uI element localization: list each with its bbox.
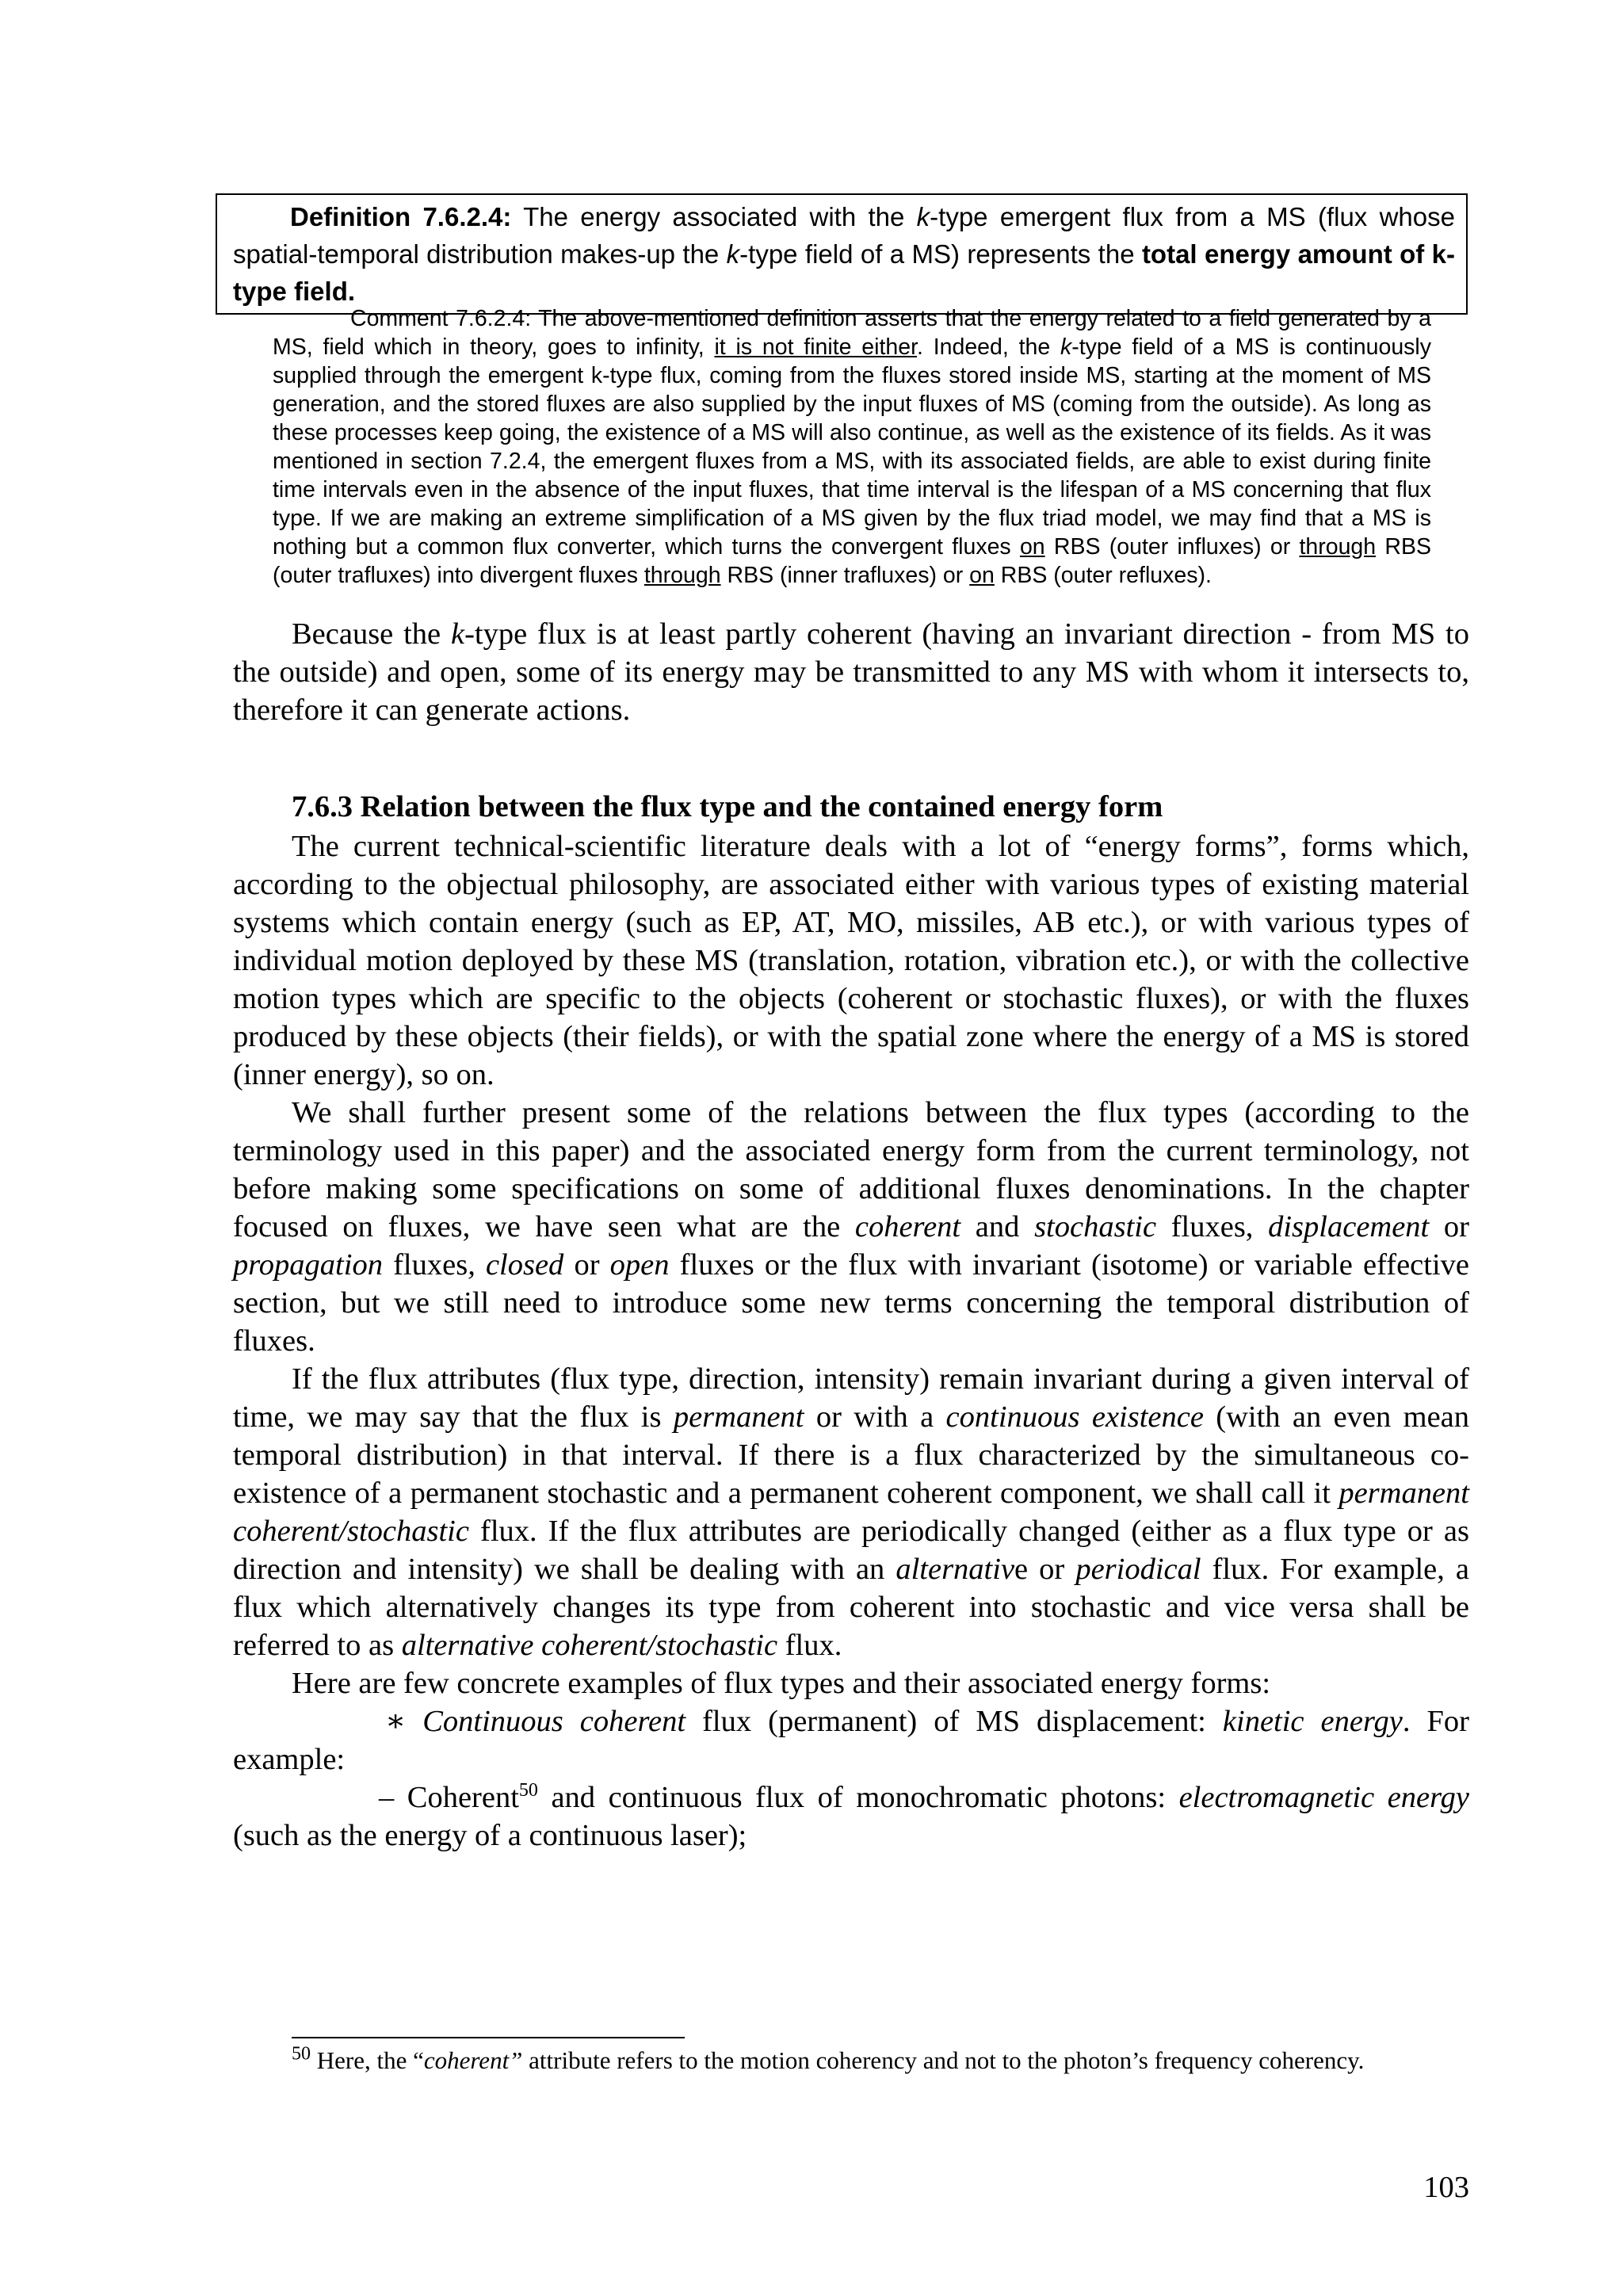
footnote-text: Here, the “ [311,2046,424,2074]
para-text: or [563,1248,610,1282]
para-italic: stochastic [1034,1210,1157,1244]
page-number: 103 [1423,2171,1469,2204]
para-italic: continuous existence [945,1400,1204,1434]
para-italic: permanent coherent/stochastic [233,1477,1469,1548]
para-italic: kinetic energy [1222,1705,1403,1738]
footnote-ref[interactable]: 50 [518,1780,538,1801]
para-text: fluxes [382,1248,468,1282]
para-text: (with an even mean temporal distribution) in that interval. If there is a flux characterized by the simultaneous co-existence of a permanent stochastic and a permanent coherent component, we shall call it [233,1400,1470,1510]
para-text: . For example: [233,1705,1469,1776]
footnote [233,2045,1469,2076]
para-italic: , closed [468,1248,564,1282]
paragraph-3 [233,1360,1469,1664]
definition-bold-end: total energy amount of k-type field. [233,239,1456,306]
para-italic: propagation [233,1248,383,1282]
comment-text: RBS (outer trafluxes) into divergent fluxes [273,534,1432,588]
definition-text: -type emergent flux from a MS (flux whose spatial-temporal distribution makes-up the [233,202,1455,269]
para-italic: displacement [1268,1210,1430,1244]
comment-text: RBS (outer influxes) or [1044,534,1300,560]
para-text: fluxes or the flux with invariant (isotome) or variable effective section, but we still need to introduce some new terms concerning the temporal distribution of fluxes. [233,1248,1469,1358]
para-text: We shall further present some of the relations between the flux types (according to the terminology used in this paper) and the associated energy form from the current terminology, not before making some specifications on some of additional fluxes denominations. In the chapter focused on fluxes, we have seen what are the [233,1096,1469,1244]
para-text: or with a [804,1400,946,1434]
definition-box [216,193,1468,315]
footnote-italic: coherent” [423,2046,523,2074]
comment-underlined: through [643,563,721,588]
comment-text: . Indeed, the [917,334,1060,360]
dash-marker: – [379,1781,395,1814]
para-text: Coherent [394,1781,519,1814]
para-text: Because the [292,617,451,651]
comment-underlined: on [969,563,995,588]
comment-underlined: through [1299,534,1377,560]
para-k: k [450,617,465,651]
para-italic: electromagnetic energy [1178,1781,1470,1814]
para-text: flux. If the flux attributes are periodically changed (either as a flux type or as direction and intensity) we shall be dealing with an [233,1515,1469,1586]
footnote-number: 50 [292,2043,311,2065]
para-text: flux. [777,1629,842,1662]
para-text: (such as the energy of a continuous laser); [233,1819,747,1852]
definition-label: Definition 7.6.2.4: [290,202,512,231]
body-text-upper [233,615,1469,729]
paragraph-because [233,615,1469,729]
comment-text: RBS (inner trafluxes) or [720,563,970,588]
footnote-separator [292,2037,685,2038]
para-text: If the flux attributes (flux type, direction, intensity) remain invariant during a given interval of time, we may say that the flux is [233,1362,1469,1434]
footnote-text: attribute refers to the motion coherency and not to the photon’s frequency coherency. [522,2046,1365,2074]
para-italic: periodical [1075,1553,1201,1586]
comment-text: RBS (outer refluxes). [994,563,1212,588]
para-italic: Continuous coherent [422,1705,686,1738]
para-text: flux. For example, a flux which alternatively changes its type from coherent into stochastic and vice versa shall be referred to as [233,1553,1469,1662]
definition-text: -type field of a MS) represents the [739,239,1142,269]
comment-text: Comment 7.6.2.4: The above-mentioned definition asserts that the energy related to a field generated by a MS, field which in theory, goes to infinity, [273,306,1431,360]
para-italic: alternative coherent/stochastic [401,1629,778,1662]
para-text: e or [1014,1553,1076,1586]
para-text: flux (permanent) of MS displacement: [685,1705,1223,1738]
para-text: and continuous flux of monochromatic photons: [537,1781,1179,1814]
comment-block [273,304,1431,590]
sub-item-1 [233,1778,1469,1855]
para-text: or [1429,1210,1469,1244]
definition-k: k [726,239,740,269]
bullet-item-1 [233,1702,1469,1778]
comment-text: -type field of a MS is continuously supplied through the emergent k-type flux, coming from the fluxes stored inside MS, starting at the moment of MS generation, and the stored fluxes are also supplied by the input fluxes of MS (coming from the outside). As long as these processes keep going, the existence of a MS will also continue, as well as the existence of its fields. As it was mentioned in section 7.2.4, the emergent fluxes from a MS, with its associated fields, are able to exist during finite time intervals even in the absence of the input fluxes, that time interval is the lifespan of a MS concerning that flux type. If we are making an extreme simplification of a MS given by the flux triad model, we may find that a MS is nothing but a common flux converter, which turns the convergent fluxes [273,334,1432,560]
para-italic: coherent [854,1210,961,1244]
para-italic: permanent [673,1400,804,1434]
para-italic: alternativ [896,1553,1015,1586]
para-text: -type flux is at least partly coherent (having an invariant direction - from MS to the outside) and open, some of its energy may be transmitted to any MS with whom it intersects to, therefore it can generate actions. [233,617,1469,727]
definition-k: k [916,202,930,231]
comment-underlined: it is not finite either [714,334,917,360]
comment-k: k [1060,334,1072,360]
section-heading: 7.6.3 Relation between the flux type and the contained energy form [292,790,1163,823]
paragraph-1: The current technical-scientific literature deals with a lot of “energy forms”, forms which, according to the objectual philosophy, are associated either with various types of existing material systems which contain energy (such as EP, AT, MO, missiles, AB etc.), or with various types of individual motion deployed by these MS (translation, rotation, vibration etc.), or with the collective motion types which are specific to the objects (coherent or stochastic fluxes), or with the fluxes produced by these objects (their fields), or with the spatial zone where the energy of a MS is stored (inner energy), so on. [233,830,1469,1091]
para-italic: open [609,1248,670,1282]
paragraph-4: Here are few concrete examples of flux types and their associated energy forms: [292,1667,1271,1700]
definition-text: The energy associated with the [511,202,917,231]
comment-underlined: on [1019,534,1045,560]
para-text: and [960,1210,1035,1244]
body-text-main [233,827,1469,1855]
paragraph-2 [233,1094,1469,1360]
bullet-marker: ∗ [385,1705,407,1738]
para-text: fluxes, [1156,1210,1269,1244]
